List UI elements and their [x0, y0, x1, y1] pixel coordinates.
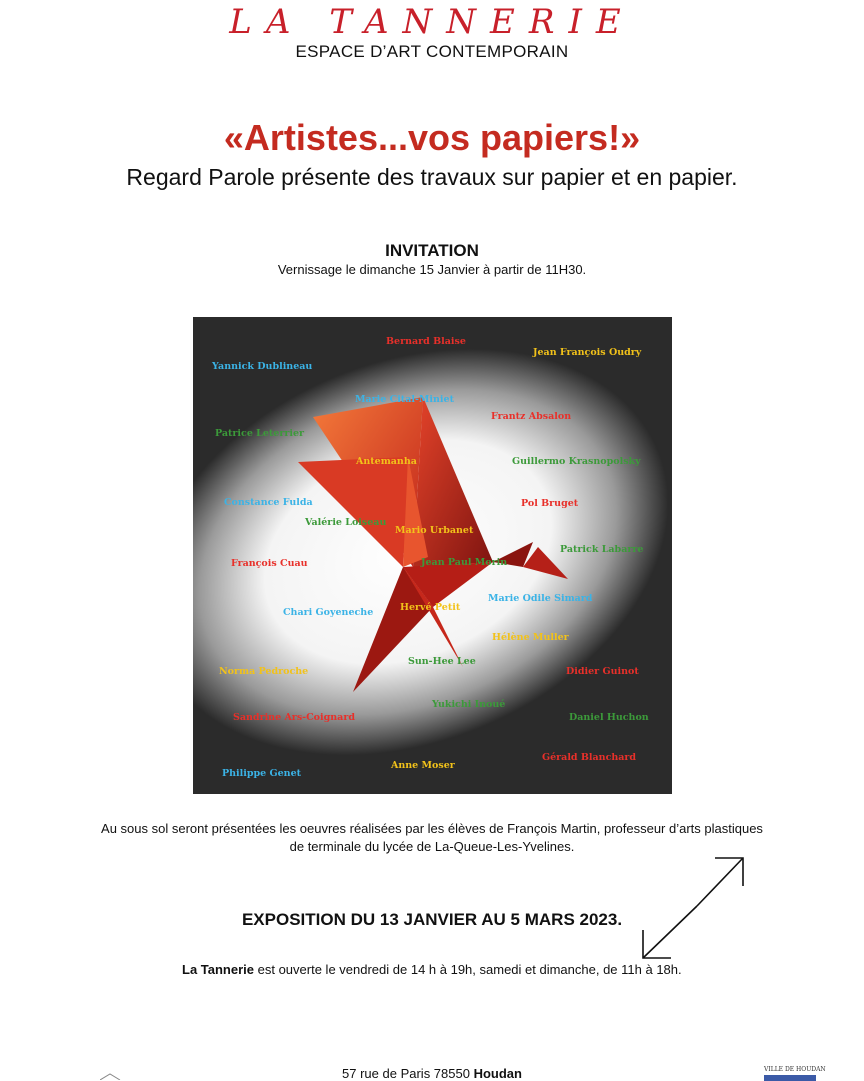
hours-text: est ouverte le vendredi de 14 h à 19h, samedi et dimanche, de 11h à 18h.: [254, 962, 682, 977]
artist-name: François Cuau: [231, 558, 308, 569]
artist-name: Philippe Genet: [222, 768, 302, 779]
artist-name: Patrick Labarre: [560, 544, 644, 555]
invitation-heading: INVITATION: [385, 241, 479, 260]
artist-name: Pol Bruget: [521, 498, 579, 509]
opening-hours: [182, 962, 682, 977]
exhibition-dates: EXPOSITION DU 13 JANVIER AU 5 MARS 2023.: [241, 910, 623, 929]
artist-name: Daniel Huchon: [569, 712, 649, 723]
description-line-1: Au sous sol seront présentées les oeuvres réalisées par les élèves de François Martin, professeur d’arts plastiques: [101, 821, 763, 836]
invitation-text: Vernissage le dimanche 15 Janvier à partir de 11H30.: [277, 262, 587, 277]
artist-name: Hervé Petit: [400, 602, 461, 613]
exhibition-lede: Regard Parole présente des travaux sur papier et en papier.: [126, 164, 738, 190]
partner-logo-icon: [100, 1072, 160, 1080]
artist-name: Marie Odile Simard: [488, 593, 593, 604]
artist-name: Marie Cital-Miniet: [355, 394, 454, 405]
artist-name: Yukichi Inoué: [432, 699, 506, 710]
exhibition-poster: [193, 317, 672, 794]
description-line-2: de terminale du lycée de La-Queue-Les-Yvelines.: [289, 839, 575, 854]
houdan-logo: [764, 1066, 826, 1081]
artist-name: Hélène Muller: [492, 632, 569, 643]
artist-name: Valérie Loiseau: [305, 517, 387, 528]
exhibition-title: «Artistes...vos papiers!»: [223, 117, 641, 158]
tannerie-logo: LA TANNERIE: [229, 2, 635, 42]
artist-name: Yannick Dublineau: [212, 361, 313, 372]
venue-name: La Tannerie: [182, 962, 255, 977]
artist-name: Chari Goyeneche: [283, 607, 374, 618]
artist-name: Mario Urbanet: [395, 525, 474, 536]
artist-name: Didier Guinot: [566, 666, 639, 677]
artist-name: Guillermo Krasnopolsky: [512, 456, 641, 467]
artist-name: Sandrine Ars-Coignard: [233, 712, 355, 723]
artist-name: Jean Paul Morin: [421, 557, 508, 568]
artist-name: Antemanha: [356, 456, 417, 467]
address-city: Houdan: [473, 1066, 522, 1081]
artist-name: Constance Fulda: [224, 497, 313, 508]
artist-name: Bernard Blaise: [386, 336, 466, 347]
artist-name: Frantz Absalon: [491, 411, 572, 422]
artist-name: Norma Pedroche: [219, 666, 309, 677]
artist-name: Gérald Blanchard: [542, 752, 637, 763]
logo-subtitle: ESPACE D’ART CONTEMPORAIN: [295, 42, 569, 61]
artist-name: Sun-Hee Lee: [408, 656, 476, 667]
artist-name: Patrice Leterrier: [215, 428, 305, 439]
artist-name: Jean François Oudry: [533, 347, 642, 358]
houdan-logo-bar: [764, 1075, 816, 1081]
artist-name: Anne Moser: [391, 760, 455, 771]
houdan-logo-text: VILLE DE HOUDAN: [764, 1066, 826, 1073]
double-arrow-icon: [635, 850, 751, 966]
address-street: 57 rue de Paris 78550: [342, 1066, 474, 1081]
